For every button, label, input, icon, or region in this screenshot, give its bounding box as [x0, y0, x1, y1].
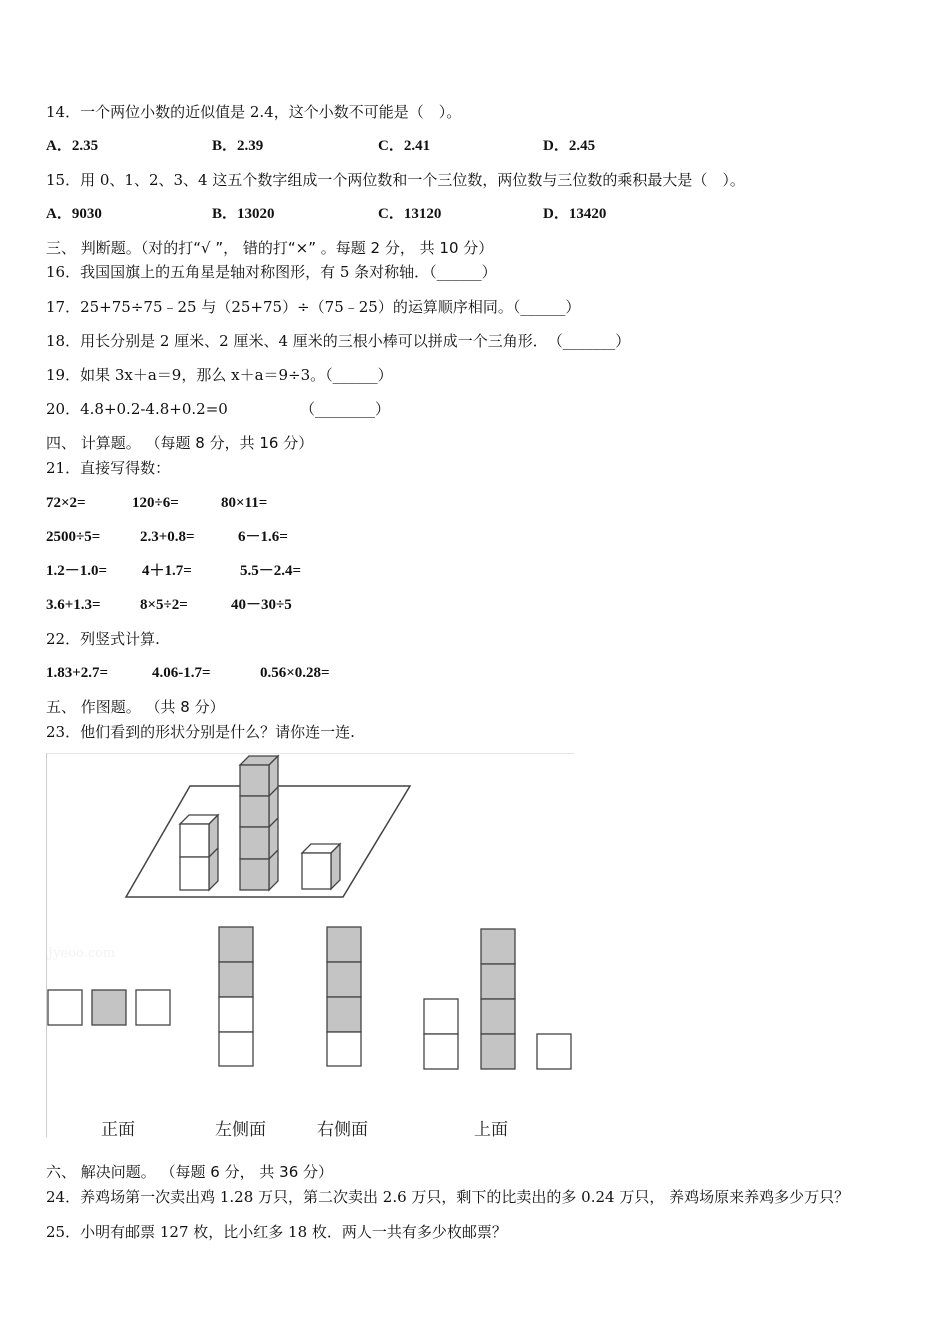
q21-expr: 120÷6= [132, 495, 179, 511]
view-label-left: 左侧面 [215, 1120, 266, 1140]
view-label-right: 右侧面 [317, 1120, 368, 1140]
section-5-title: 五、 作图题。 （共 8 分） [46, 698, 225, 716]
q21-expr: 4＋1.7= [142, 563, 192, 579]
question-18: 18．用长分别是 2 厘米、2 厘米、4 厘米的三根小棒可以拼成一个三角形． （_______） [46, 332, 631, 350]
q21-expr: 1.2－1.0= [46, 563, 108, 579]
q15-option-a: A．9030 [46, 206, 102, 222]
cube-diagram [46, 753, 574, 1137]
question-14: 14．一个两位小数的近似值是 2.4，这个小数不可能是（ ）。 [46, 103, 462, 121]
q22-expr: 1.83+2.7= [46, 665, 109, 681]
section-4-title: 四、 计算题。 （每题 8 分，共 16 分） [46, 434, 314, 452]
q21-expr: 8×5÷2= [140, 597, 188, 613]
q21-expr: 80×11= [221, 495, 268, 511]
section-3-title: 三、 判断题。（对的打“√ ”， 错的打“×” 。每题 2 分， 共 10 分） [46, 239, 494, 257]
section-6-title: 六、 解决问题。 （每题 6 分， 共 36 分） [46, 1163, 334, 1181]
question-20: 20．4.8+0.2-4.8+0.2=0 [46, 400, 228, 418]
q21-expr: 5.5－2.4= [240, 563, 302, 579]
q14-option-c: C．2.41 [378, 138, 431, 154]
question-23: 23．他们看到的形状分别是什么？请你连一连. [46, 723, 355, 741]
q21-expr: 40－30÷5 [231, 597, 292, 613]
q15-option-b: B．13020 [212, 206, 275, 222]
view-label-top: 上面 [474, 1120, 508, 1140]
question-16: 16．我国国旗上的五角星是轴对称图形，有 5 条对称轴．（______） [46, 263, 497, 281]
q21-expr: 72×2= [46, 495, 86, 511]
question-25: 25．小明有邮票 127 枚，比小红多 18 枚．两人一共有多少枚邮票？ [46, 1223, 507, 1241]
q14-option-d: D．2.45 [543, 138, 596, 154]
q15-option-c: C．13120 [378, 206, 442, 222]
q14-option-b: B．2.39 [212, 138, 264, 154]
q21-expr: 2.3+0.8= [140, 529, 195, 545]
question-17: 17．25+75÷75﹣25 与（25+75）÷（75﹣25）的运算顺序相同。（______） [46, 298, 581, 316]
q15-option-d: D．13420 [543, 206, 607, 222]
question-19: 19．如果 3x＋a＝9，那么 x＋a＝9÷3。（______） [46, 366, 393, 384]
watermark: Jyeoo.com [48, 946, 116, 961]
question-21: 21．直接写得数： [46, 459, 171, 477]
q14-option-a: A．2.35 [46, 138, 99, 154]
q21-expr: 3.6+1.3= [46, 597, 101, 613]
q22-expr: 4.06-1.7= [152, 665, 211, 681]
q21-expr: 6－1.6= [238, 529, 288, 545]
question-24: 24．养鸡场第一次卖出鸡 1.28 万只，第二次卖出 2.6 万只，剩下的比卖出的多 0.24 万只， 养鸡场原来养鸡多少万只？ [46, 1188, 850, 1206]
q20-answer-blank: （________） [300, 400, 391, 418]
q22-expr: 0.56×0.28= [260, 665, 330, 681]
view-label-front: 正面 [101, 1120, 135, 1140]
q21-expr: 2500÷5= [46, 529, 101, 545]
cube-views-figure [46, 753, 574, 1140]
question-22: 22．列竖式计算. [46, 630, 160, 648]
question-15: 15．用 0、1、2、3、4 这五个数字组成一个两位数和一个三位数，两位数与三位数的乘积最大是（ ）。 [46, 171, 745, 189]
